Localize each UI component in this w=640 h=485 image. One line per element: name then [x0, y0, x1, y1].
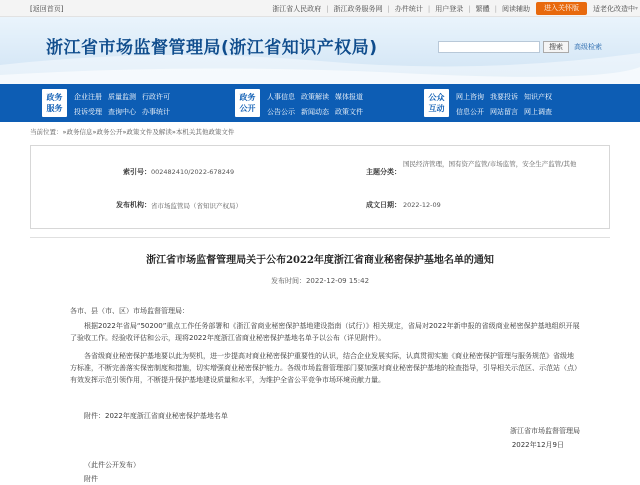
attachment-note: 附件：2022年度浙江省商业秘密保护基地名单	[84, 412, 228, 420]
search-button[interactable]: 搜索	[543, 41, 569, 53]
nav-link[interactable]: 信息公开	[456, 108, 484, 116]
divider	[30, 237, 610, 238]
breadcrumb[interactable]: 当前位置：»政务信息»政务公开»政策文件及解读»本机关其他政策文件	[30, 128, 235, 136]
search-area	[438, 41, 602, 53]
nav-group-interact	[424, 89, 552, 117]
nav-link[interactable]: 网上咨询	[456, 93, 484, 101]
date-value: 2022-12-09	[403, 201, 441, 209]
top-links: 浙江省人民政府 | 浙江政务服务网 | 办件统计 | 用户登录 | 繁體 | 阅读辅助 进入关怀版 适老化改造中 ▾	[272, 0, 640, 17]
link-zj-service[interactable]: 浙江政务服务网	[333, 4, 383, 13]
date-label: 成文日期：	[366, 201, 401, 209]
nav-link[interactable]: 查询中心	[108, 108, 136, 116]
nav-link[interactable]: 新闻动态	[301, 108, 329, 116]
link-zj-gov[interactable]: 浙江省人民政府	[272, 4, 322, 13]
issuer-value: 省市场监管局（省知识产权局）	[151, 202, 242, 210]
nav-link[interactable]: 政策解读	[301, 93, 329, 101]
attachment-link[interactable]: 附件	[84, 475, 98, 483]
nav-link[interactable]: 质量监测	[108, 93, 136, 101]
nav-link[interactable]: 知识产权	[524, 93, 552, 101]
paragraph-2: 各省级商业秘密保护基地要以此为契机，进一步提高对商业秘密保护重要性的认识，结合企业发展实际，认真贯彻实施《商业秘密保护管理与服务规范》省级地方标准，不断完善落实保密制度和措施，切实增强商业秘密保护能力。各级市场监督管理部门要加强对商业秘密保护基地的检查指导，引导相关示范区、示范站（点）有效发挥示范引领作用，不断提升保护基地建设质量和水平，为维护全省公平竞争市场环境贡献力量。	[70, 352, 578, 384]
nav-group-public	[235, 89, 363, 117]
nav-link[interactable]: 我要投诉	[490, 93, 518, 101]
nav-link[interactable]: 网站留言	[490, 108, 518, 116]
chevron-down-icon: ▾	[634, 5, 638, 12]
nav-link[interactable]: 网上调查	[524, 108, 552, 116]
nav-link[interactable]: 投诉受理	[74, 108, 102, 116]
nav-link[interactable]: 政策文件	[335, 108, 363, 116]
care-mode-button[interactable]: 进入关怀版	[536, 2, 587, 15]
index-value: 002482410/2022-678249	[151, 168, 235, 176]
nav-badge-interact[interactable]: 公众 互动	[424, 89, 449, 117]
subject-value: 国民经济管理，国有资产监管/市场监管，安全生产监管/其他	[403, 160, 577, 168]
nav-badge-service[interactable]: 政务 服务	[42, 89, 67, 117]
nav-link[interactable]: 人事信息	[267, 93, 295, 101]
subject-label: 主题分类：	[366, 168, 401, 176]
nav-link[interactable]: 媒体报道	[335, 93, 363, 101]
search-input[interactable]	[438, 41, 540, 53]
advanced-search-link[interactable]: 高级检索	[574, 43, 602, 51]
signer: 浙江省市场监督管理局	[510, 427, 580, 435]
nav-link[interactable]: 行政许可	[142, 93, 170, 101]
nav-group-service	[42, 89, 170, 117]
sign-date: 2022年12月9日	[511, 441, 564, 449]
elderly-link[interactable]: 适老化改造中	[592, 4, 635, 13]
public-note: （此件公开发布）	[84, 461, 140, 469]
nav-link[interactable]: 公告公示	[267, 108, 295, 116]
publish-time: 发布时间：2022-12-09 15:42	[270, 277, 370, 285]
home-link[interactable]: [返回首页]	[30, 5, 64, 13]
main-nav	[0, 84, 640, 122]
link-traditional[interactable]: 繁體	[475, 4, 490, 13]
paragraph-1: 根据2022年省局“50200”重点工作任务部署和《浙江省商业秘密保护基地建设指南（试行）》相关规定，省局对2022年新申报的省级商业秘密保护基地组织开展了验收工作。经验收评估和公示，现将2022年度浙江省商业秘密保护基地名单予以公布（详见附件）。	[70, 322, 580, 342]
nav-link[interactable]: 企业注册	[74, 93, 102, 101]
site-header	[0, 17, 640, 84]
nav-link[interactable]: 办事统计	[142, 108, 170, 116]
site-title: 浙江省市场监督管理局(浙江省知识产权局)	[46, 38, 378, 58]
link-reading-aid[interactable]: 阅读辅助	[501, 4, 530, 13]
issuer-label: 发布机构：	[116, 201, 151, 209]
document-title: 浙江省市场监督管理局关于公布2022年度浙江省商业秘密保护基地名单的通知	[146, 255, 494, 266]
top-bar	[0, 0, 640, 17]
document-info-table	[30, 145, 610, 229]
addressee: 各市、县（市、区）市场监督管理局：	[70, 307, 189, 315]
index-label: 索引号：	[123, 168, 151, 176]
link-login[interactable]: 用户登录	[435, 4, 464, 13]
link-statistics[interactable]: 办件统计	[394, 4, 423, 13]
nav-badge-public[interactable]: 政务 公开	[235, 89, 260, 117]
